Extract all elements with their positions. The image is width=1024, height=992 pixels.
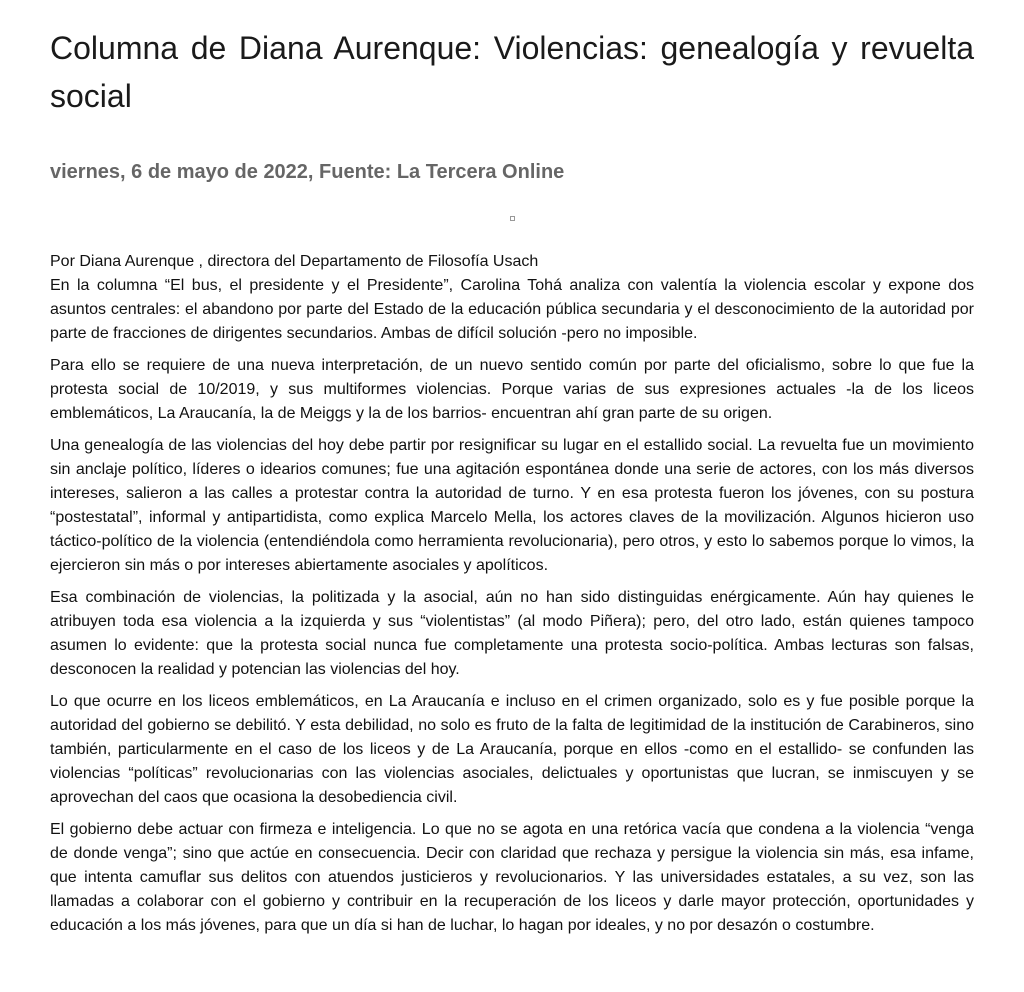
article-paragraph: Lo que ocurre en los liceos emblemáticos, en La Araucanía e incluso en el crimen organizado, solo es y fue posible porque la autoridad del gobierno se debilitó. Y esta debilidad, no solo es fruto de la falta de legitimidad de la institución de Carabineros, sino también, particularmente en el caso de los liceos y de La Araucanía, porque en ellos -como en el estallido- se confunden las violencias “políticas” revolucionarias con las violencias asociales, delictuales y oportunistas que lucran, se inmiscuyen y se aprovechan del caos que ocasiona la desobediencia civil.	[50, 693, 974, 806]
article-byline: Por Diana Aurenque , directora del Departamento de Filosofía Usach	[50, 253, 539, 270]
broken-image-icon	[510, 216, 515, 221]
article-paragraph: Esa combinación de violencias, la politizada y la asocial, aún no han sido distinguidas enérgicamente. Aún hay quienes le atribuyen toda esa violencia a la izquierda y sus “violentistas” (al modo Piñera); pero, del otro lado, están quienes tampoco asumen lo evidente: que la protesta social nunca fue completamente una protesta socio-política. Ambas lecturas son falsas, desconocen la realidad y potencian las violencias del hoy.	[50, 589, 974, 678]
article-date-source: viernes, 6 de mayo de 2022, Fuente: La Tercera Online	[50, 161, 565, 183]
article-paragraph: El gobierno debe actuar con firmeza e inteligencia. Lo que no se agota en una retórica vacía que condena a la violencia “venga de donde venga”; sino que actúe en consecuencia. Decir con claridad que rechaza y persigue la violencia sin más, esa infame, que intenta camuflar sus delitos con atuendos justicieros y revolucionarios. Y las universidades estatales, a su vez, son las llamadas a colaborar con el gobierno y contribuir en la recuperación de los liceos y darle mayor protección, oportunidades y educación a los más jóvenes, para que un día si han de luchar, lo hagan por ideales, y no por desazón o costumbre.	[50, 821, 974, 934]
article-image-container	[50, 204, 974, 234]
article-paragraph: Una genealogía de las violencias del hoy debe partir por resignificar su lugar en el estallido social. La revuelta fue un movimiento sin anclaje político, líderes o idearios comunes; fue una agitación espontánea donde una serie de actores, con los más diversos intereses, salieron a las calles a protestar contra la autoridad de turno. Y en esa protesta fueron los jóvenes, con su postura “postestatal”, informal y antipartidista, como explica Marcelo Mella, los actores claves de la movilización. Algunos hicieron uso táctico-político de la violencia (entendiéndola como herramienta revolucionaria), pero otros, y esto lo sabemos porque lo vimos, la ejercieron sin más o por intereses abiertamente asociales y apolíticos.	[50, 437, 974, 574]
article-paragraph: En la columna “El bus, el presidente y el Presidente”, Carolina Tohá analiza con valentía la violencia escolar y expone dos asuntos centrales: el abandono por parte del Estado de la educación pública secundaria y el desconocimiento de la autoridad por parte de fracciones de dirigentes secundarios. Ambas de difícil solución -pero no imposible.	[50, 277, 974, 342]
article-title: Columna de Diana Aurenque: Violencias: genealogía y revuelta social	[50, 30, 974, 114]
article	[50, 0, 974, 946]
article-paragraph: Para ello se requiere de una nueva interpretación, de un nuevo sentido común por parte del oficialismo, sobre lo que fue la protesta social de 10/2019, y sus multiformes violencias. Porque varias de sus expresiones actuales -la de los liceos emblemáticos, La Araucanía, la de Meiggs y la de los barrios- encuentran ahí gran parte de su origen.	[50, 357, 974, 422]
